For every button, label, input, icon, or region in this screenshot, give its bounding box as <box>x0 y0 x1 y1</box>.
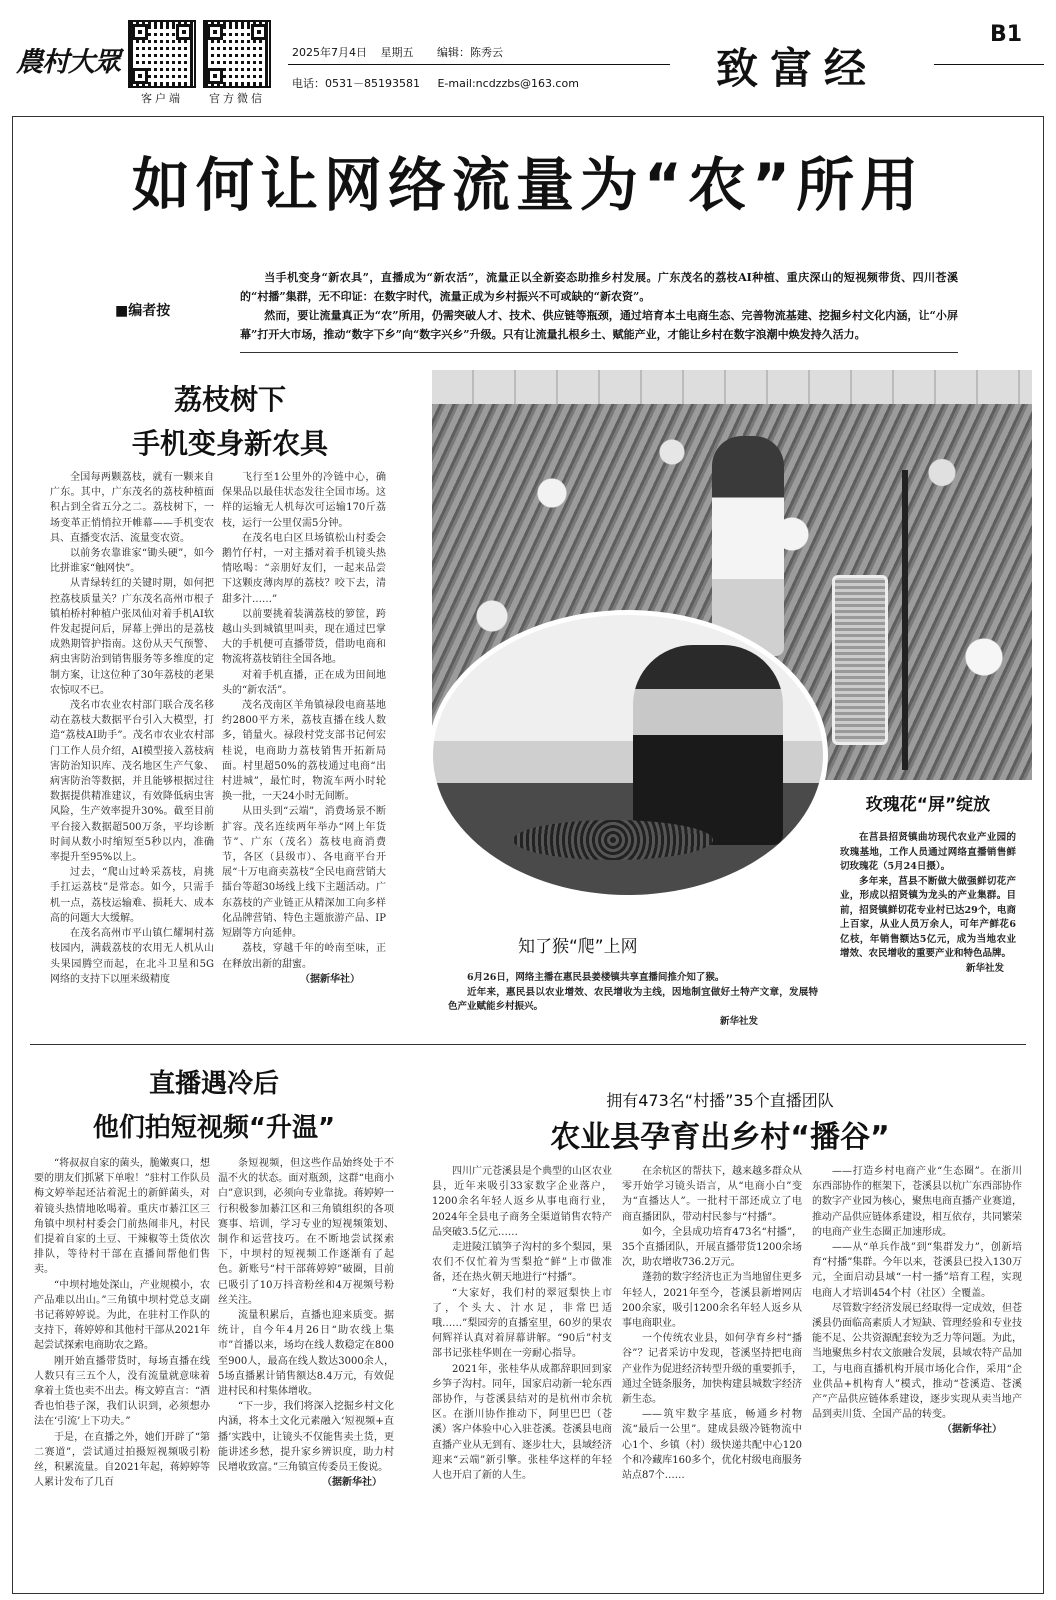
editor-name: 编辑：陈秀云 <box>437 46 503 59</box>
article1-paragraph: 全国每两颗荔枝，就有一颗来自广东。其中，广东茂名的荔枝种植面积占到全省五分之二。荔枝树下，一场变革正悄悄拉开帷幕——手机变农具、直播变农活、流量变农资。 <box>50 472 214 544</box>
article3-subtitle: 拥有473名“村播”35个直播团队 <box>606 1091 834 1110</box>
article1-headline <box>40 378 420 466</box>
article1-paragraph: 荔枝，穿越千年的岭南至味，正在释放出新的甜蜜。 <box>222 943 386 970</box>
photo2-caption-p2: 近年来，惠民县以农业增效、农民增收为主线，因地制宜做好土特产文章，发展特色产业赋能乡村振兴。 <box>448 986 818 1012</box>
article3-paragraph: 蓬勃的数字经济也正为当地留住更多年轻人，2021年至今，苍溪县新增网店200余家，吸引1200余名年轻人返乡从事电商职业。 <box>622 1272 802 1330</box>
article1-paragraph: 在茂名电白区旦场镇松山村委会鹅竹仔村，一对主播对着手机镜头热情吆喝：“亲朋好友们，一起来品尝下这颗皮薄肉厚的荔枝？咬下去，清甜多汁……” <box>222 532 386 605</box>
email-address: E-mail:ncdzzbs@163.com <box>437 77 579 90</box>
article2-source: （据新华社） <box>322 1477 382 1489</box>
photo1-caption-p2: 多年来，莒县不断做大做强鲜切花产业，形成以招贤镇为龙头的产业集群。目前，招贤镇鲜切花专业村已达29个，电商上百家，从业人员万余人，可年产鲜花6亿枝，年销售额达5亿元，成为当地农业增效、农民增收的重要产业和特色品牌。 <box>840 875 1016 959</box>
photo2-caption-title: 知了猴“爬”上网 <box>518 937 638 957</box>
article3-paragraph: ——筑牢数字基底，畅通乡村物流“最后一公里”。建成县级冷链物流中心1个、乡镇（村）级快递共配中心120个和冷藏库160多个，优化村级电商服务站点87个…… <box>622 1409 802 1482</box>
editor-note-text <box>240 268 958 344</box>
paper-logo: 農村大眾 <box>16 47 120 78</box>
article2-paragraph: “下一步，我们将深入挖掘乡村文化内涵，将本土文化元素融入‘短视频+直播’实践中，让镜头不仅能售卖土货，更能讲述乡愁，提升家乡辨识度，助力村民增收致富。”三角镇宣传委员王俊说。 <box>218 1401 394 1474</box>
qr1-label: 客户端 <box>141 92 183 105</box>
host-figure <box>633 645 783 845</box>
editor-note-label: ■编者按 <box>115 303 171 319</box>
article3-paragraph: 如今，全县成功培育473名“村播”，35个直播团队，开展直播带货1200余场次，助农增收736.2万元。 <box>622 1226 802 1269</box>
article1-title-line1: 荔枝树下 <box>173 383 286 416</box>
mid-divider <box>30 1044 1026 1045</box>
article3-paragraph: 四川广元苍溪县是个典型的山区农业县，近年来吸引33家数字企业落户，1200余名年轻人返乡从事电商行业，2024年全县电子商务全渠道销售农特产品突破3.5亿元…… <box>432 1166 612 1238</box>
article2-paragraph: 条短视频，但这些作品始终处于不温不火的状态。面对瓶颈，这群“电商小白”意识到，必须向专业靠拢。蒋婷婷一行积极参加綦江区和三角镇组织的各项赛事、培训，学习专业的短视频策划、制作和运营技巧。在不断地尝试探索下，中坝村的短视频工作逐渐有了起色。新账号“村干部蒋婷婷”破圈，目前已吸引了10万抖音粉丝和4万视频号粉丝关注。 <box>218 1158 394 1306</box>
article3-col3 <box>812 1164 1022 1592</box>
photo1-caption-body <box>840 831 1016 976</box>
article1-paragraph: 从青绿转红的关键时期，如何把控荔枝质量关？广东茂名高州市根子镇柏桥村种植户张凤仙对着手机AI软件发起提问后，屏幕上弹出的是荔枝成熟期管护指南。这份从天气预警、病虫害防治到销售服务等多维度的定制方案，让这位种了30年荔枝的老果农惊叹不已。 <box>50 578 214 696</box>
article1-paragraph: 以前要挑着装满荔枝的箩筐，跨越山头到城镇里叫卖，现在通过巴掌大的手机便可直播带货，借助电商和物流将荔枝销往全国各地。 <box>222 608 386 666</box>
article1-paragraph: 从田头到“云端”，消费场景不断扩容。茂名连续两年举办“网上年货节”、广东（茂名）荔枝电商消费节，各区（县级市）、各电商平台开展“十万电商卖荔枝”全民电商营销大擂台等超30场线上线下主题活动。广东荔枝的产业链正从精深加工向多样化品牌营销、特色主题旅游产品、IP短剧等方向延伸。 <box>222 806 386 940</box>
article2-col2 <box>218 1156 394 1591</box>
issue-weekday: 星期五 <box>380 46 414 59</box>
article2-title-line2: 他们拍短视频“升温” <box>92 1113 336 1143</box>
issue-date: 2025年7月4日 <box>292 46 367 59</box>
article1-paragraph: 在茂名高州市平山镇仁耀垌村荔枝园内，满载荔枝的农用无人机从山头果园腾空而起，在北斗卫星和5G网络的支持下以厘米级精度 <box>50 928 214 985</box>
photo1-caption <box>840 790 1016 976</box>
editor-note-p1: 当手机变身“新农具”，直播成为“新农活”，流量正以全新姿态助推乡村发展。广东茂名的荔枝AI种植、重庆深山的短视频带货、四川苍溪的“村播”集群，无不印证：在数字时代，流量正成为乡村振兴不可或缺的“新农资”。 <box>240 271 959 303</box>
qr-code-wechat[interactable] <box>203 20 271 88</box>
photo1-caption-title: 玫瑰花“屏”绽放 <box>865 795 991 815</box>
section-title: 致富经 <box>716 44 879 93</box>
article3-paragraph: 尽管数字经济发展已经取得一定成效，但苍溪县仍面临高素质人才短缺、管理经验和专业技能不足、公共资源配套较为乏力等问题。为此，当地聚焦乡村农文旅融合发展，县域农特产品加工，与电商直播机构开展市场化合作，采用“企业供品+机构育人”模式，推动“苍溪造、苍溪产”产品供应链体系建设，逐步实现从卖当地产品到卖川货、全国产品的转变。 <box>812 1302 1022 1421</box>
qr-code-client[interactable] <box>128 20 196 88</box>
article3-col2 <box>622 1164 802 1592</box>
photo2-caption-p1: 6月26日，网络主播在惠民县姜楼镇共享直播间推介知了猴。 <box>467 972 725 983</box>
phone-tripod <box>902 470 908 770</box>
page-code: B1 <box>990 22 1023 47</box>
article2-paragraph: “中坝村地处深山，产业规模小，农产品难以出山。”三角镇中坝村党总支副书记蒋婷婷说。为此，在驻村工作队的支持下，蒋婷婷和其他村干部从2021年起尝试探索电商助农之路。 <box>34 1279 210 1352</box>
main-headline: 如何让网络流量为“农”所用 <box>131 151 925 219</box>
article1-paragraph: 以前务农靠谁家“锄头硬”，如今比拼谁家“触网快”。 <box>50 548 214 575</box>
article3-headline: 农业县孕育出乡村“播谷” <box>550 1120 890 1155</box>
qr2-label: 官方微信 <box>209 92 265 105</box>
article1-paragraph: 飞行至1公里外的冷链中心，确保果品以最佳状态发往全国市场。这样的运输无人机每次可运输170斤荔枝，运行一公里仅需5分钟。 <box>222 472 386 529</box>
editor-note-p2: 然而，要让流量真正为“农”所用，仍需突破人才、技术、供应链等瓶颈，通过培育本土电商生态、完善物流基建、挖掘乡村文化内涵，让“小屏幕”打开大市场，推动“数字下乡”向“数字兴乡”升级。只有让流量扎根乡土、赋能产业，才能让乡村在数字浪潮中焕发持久活力。 <box>240 309 958 341</box>
article2-paragraph: “将叔叔自家的菌头，脆嫩爽口，想要的朋友们抓紧下单啦！”驻村工作队员梅文婷举起还沾着泥土的新鲜菌头，对着镜头热情地吆喝着。重庆市綦江区三角镇中坝村村委会门前热闹非凡，村民们提着自家的土豆、干辣椒等土货依次排队，等待村干部在直播间帮他们售卖。 <box>34 1158 210 1276</box>
article1-paragraph: 茂名茂南区羊角镇禄段电商基地约2800平方米，荔枝直播在线人数多，销量火。禄段村党支部书记何宏桂说，电商助力荔枝销售开拓新局面。村里超50%的荔枝通过电商“出村进城”，最忙时，物流车两小时轮换一批，一天24小时无间断。 <box>222 700 386 803</box>
photo2-caption-body <box>448 971 818 1029</box>
phone-number: 电话：0531－85193581 <box>292 77 420 90</box>
heater-device <box>832 575 888 745</box>
section-rule <box>934 64 1044 65</box>
article1-col2 <box>222 470 386 1030</box>
article2-title-line1: 直播遇冷后 <box>148 1069 279 1099</box>
article1-title-line2: 手机变身新农具 <box>131 427 328 460</box>
streamer-figure <box>712 436 784 656</box>
article3-paragraph: ——从“单兵作战”到“集群发力”，创新培育“村播”集群。今年以来，苍溪县已投入130万元，全面启动县域“一村一播”培育工程，实现电商人才培训454个村（社区）全覆盖。 <box>812 1242 1022 1299</box>
article3-paragraph: “大家好，我们村的翠冠梨快上市了，个头大、汁水足，非常巴适哦……”梨园旁的直播室里，60岁的果农何辉祥认真对着屏幕讲解。“90后”村支部书记张桂华则在一旁耐心指导。 <box>432 1287 612 1360</box>
photo2-caption <box>448 932 818 1029</box>
masthead-info-row1 <box>292 44 503 60</box>
masthead <box>0 0 1056 110</box>
article2-headline <box>24 1062 404 1150</box>
article1-source: （据新华社） <box>300 973 360 985</box>
article3-paragraph: ——打造乡村电商产业“生态圈”。在浙川东西部协作的框架下，苍溪县以杭广东西部协作的数字产业园为核心，聚焦电商直播产业赛道，推动产品供应链体系建设，相互依存，共同繁荣的电商产业生态圈正加速形成。 <box>812 1166 1022 1238</box>
article1-paragraph: 过去，“爬山过岭采荔枝，肩挑手扛运荔枝”是常态。如今，只需手机一点，荔枝运输难、损耗大、成本高的问题大大缓解。 <box>50 867 214 924</box>
article2-paragraph: 流量积累后，直播也迎来质变。据统计，自今年4月26日“助农线上集市”首播以来，场均在线人数稳定在800至900人，最高在线人数达3000余人，5场直播累计销售额达8.4万元，有效促进村民和村集体增收。 <box>218 1310 394 1398</box>
article3-paragraph: 2021年，张桂华从成都辞职回到家乡笋子沟村。同年，国家启动新一轮东西部协作，与苍溪县结对的是杭州市余杭区。在浙川协作推动下，阿里巴巴（苍溪）客户体验中心入驻苍溪。苍溪县电商直播产业从无到有、逐步壮大，县域经济迎来“云端”新引擎。张桂华这样的年轻人也开启了新的人生。 <box>432 1363 612 1482</box>
article3-paragraph: 走进陵江镇笋子沟村的多个梨园，果农们不仅忙着为雪梨抢“鲜”上市做准备，还在热火朝天地进行“村播”。 <box>432 1242 612 1284</box>
greenhouse-roof <box>432 370 1032 404</box>
article1-paragraph: 对着手机直播，正在成为田间地头的“新农活”。 <box>222 669 386 696</box>
masthead-rule <box>288 64 670 65</box>
editor-note-rule <box>240 352 958 353</box>
article1-paragraph: 茂名市农业农村部门联合茂名移动在荔枝大数据平台引入大模型，打造“荔枝AI助手”。茂名市农业农村部门工作人员介绍，AI模型接入荔枝病害防治知识库、茂名地区生产气象、病害防治等数据，并且能够根据过往数据提供精准建议，有效降低病虫害风险，生产效率提升30%。截至目前平台接入数据超500万条，平均诊断时间从数小时缩短至5秒以内，准确率提升至95%以上。 <box>50 700 214 864</box>
cicada-livestream-photo <box>428 610 828 900</box>
article2-paragraph: 刚开始直播带货时，每场直播在线人数只有三五个人，没有流量就意味着拿着土货也卖不出去。梅文婷直言：“酒香也怕巷子深，我们认识到，必须想办法在‘引流’上下功夫。” <box>34 1355 210 1428</box>
article3-paragraph: 一个传统农业县，如何孕育乡村“播谷”？记者采访中发现，苍溪坚持把电商产业作为促进经济转型升级的重要抓手，通过全链条服务，加快构建县城数字经济新生态。 <box>622 1333 802 1406</box>
article2-paragraph: 于是，在直播之外，她们开辟了“第二赛道”，尝试通过拍摄短视频吸引粉丝，积累流量。自2021年起，蒋婷婷等人累计发布了几百 <box>34 1431 210 1489</box>
article1-col1 <box>50 470 214 1015</box>
article3-col1 <box>432 1164 612 1592</box>
photo1-credit: 新华社发 <box>965 962 1004 974</box>
article3-paragraph: 在余杭区的帮扶下，越来越多群众从零开始学习镜头语言，从“电商小白”变为“直播达人”。一批村干部还成立了电商直播团队，带动村民参与“村播”。 <box>622 1166 802 1223</box>
cicada-tray <box>513 820 713 860</box>
photo1-caption-p1: 在莒县招贤镇曲坊现代农业产业园的玫瑰基地，工作人员通过网络直播销售鲜切玫瑰花（5月24日摄）。 <box>840 832 1016 872</box>
article2-col1 <box>34 1156 210 1591</box>
photo2-credit: 新华社发 <box>719 1015 758 1027</box>
article3-source: （据新华社） <box>942 1424 1002 1436</box>
masthead-info-row2 <box>292 75 579 91</box>
